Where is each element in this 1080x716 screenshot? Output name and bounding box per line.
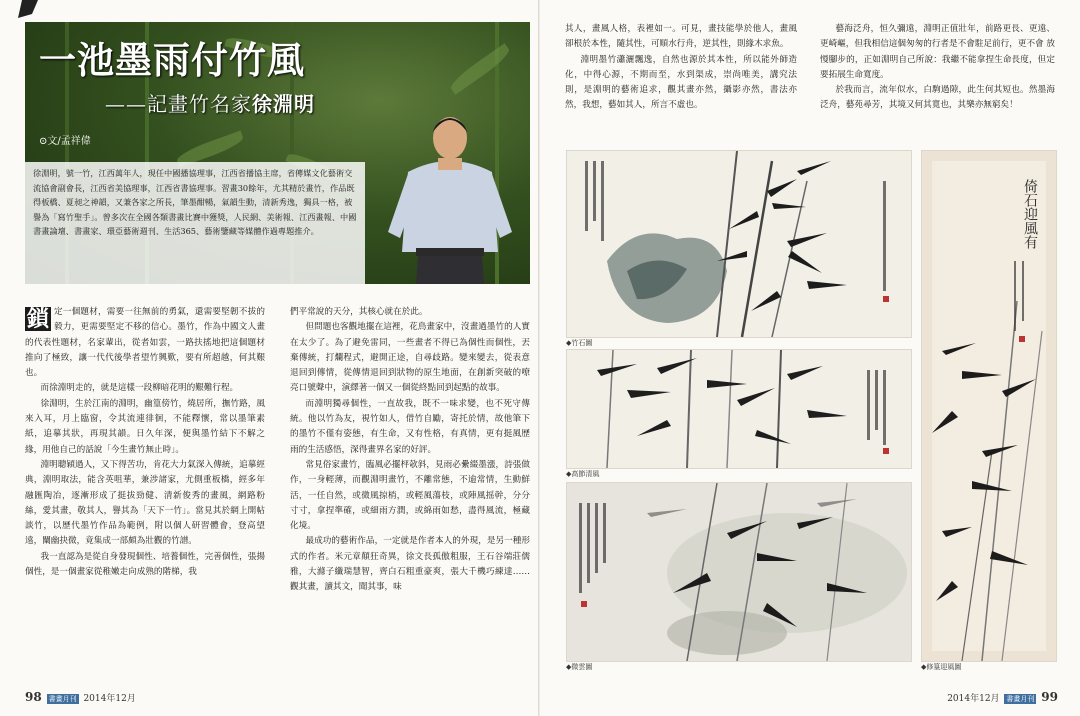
caption-text: 微雲圖: [571, 663, 593, 671]
paragraph: 淵明墨竹瀟灑飄逸，自然也源於其本性，所以能外師造化，中得心源，不期而至，水到渠成，崇尚唯美，講究法則，是淵明的藝術追求，觀其畫亦然，攝影亦然，書法亦然，我想，藝如其人，所言不虛也。: [565, 54, 797, 111]
caption-text: 修篁迎風圖: [926, 663, 962, 671]
caption-text: 高節清風: [571, 470, 600, 478]
paragraph: 淵明聰穎過人，又下得苦功，肯花大力氣深入傳統，追摹經典，淵明取法，能含英咀華，兼涉諸家，尤側重板橋，經多年融匯陶冶，逐漸形成了挺拔勁健、清新俊秀的畫風，網路粉絲，愛其畫，敬其人，譽其為「天下一竹」。當見其於網上開帖談竹，以歷代墨竹作品為範例，附以個人研習體會，登高望遠，闡幽抉微，竟集成一部頗為壯觀的竹譜。: [25, 459, 265, 547]
paragraph: 其人，畫風人格，表裡如一。可見，畫技能學於他人，畫風卻根於本性，隨其性，可順水行舟，逆其性，則緣木求魚。: [565, 24, 797, 50]
issue-date: 2014年12月: [83, 694, 136, 704]
paragraph: 而淵明獨尋個性，一直故我，既不一味求變，也不死守傳統。他以竹為友，視竹如人，借竹自勵，寄托於情，故他筆下的墨竹不僅有姿態，有生命，又有性格，有真情，更有挺風歷雨的生活感悟，深得畫界名家的好評。: [290, 398, 530, 455]
paragraph-text: 定一個題材，需要一往無前的勇氣，還需要堅韌不拔的毅力，更需要堅定不移的信心。墨竹，作為中國文人畫的代表性題材，名家輩出，從者如雲，一路扶搖地把這個題材推向了極致，讓一代代後學者望竹興歎，要有所超越，何其艱也。: [25, 307, 265, 379]
page-corner-mark: [0, 0, 60, 20]
drop-cap: 鎖: [27, 306, 50, 332]
magazine-name: 書畫月刊: [1006, 695, 1035, 703]
paragraph: 徐淵明，生於江南的淵明，幽篁傍竹，燒居所，撫竹路，風來入耳，月上臨窗，令其流連徘徊，不能釋懷，常以墨筆素紙，追摹其狀，再現其韻。日久年深，便與墨竹結下不解之緣，用他自己的話說「今生畫竹無止時」。: [25, 398, 265, 455]
caption: ◆修篁迎風圖: [921, 663, 962, 671]
caption: ◆竹石圖: [566, 339, 593, 347]
paragraph: 但問題也客觀地擺在這裡，花鳥畫家中，沒畫過墨竹的人實在太少了。為了避免雷同，一些畫者不得已為個性而個性，丟棄傳統，打爛程式，避開正途，自尋歧路。變來變去，從表意退回到傳情，從傳情退回到狀物的原生地面，在創新突破的嘹亮口號聲中，演繹著一個又一個從終點回到起點的故事。: [290, 322, 530, 394]
intro-text: 徐淵明，號一竹，江西萬年人，現任中國播協理事，江西省播協主席，省傳媒文化藝術交流協會副會長，江西省美協理事，江西省書協理事。習畫30餘年，尤其精於畫竹，作品既得板橋、夏昶之神韻，又兼各家之所長，筆墨酣暢，氣韻生動，清新秀逸，獨具一格，被譽為「寫竹聖手」。曾多次在全國各類書畫比賽中獲獎，人民網、美術報、江西畫報、中國書畫論壇、書畫家、環亞藝術週刊、生活365、藝術鑒藏等媒體作過專題推介。: [33, 168, 357, 236]
left-column-1: [25, 305, 265, 580]
paragraph: 而徐淵明走的，就是這樣一段柳暗花明的艱難行程。: [40, 383, 239, 394]
left-column-2: [290, 305, 530, 596]
paragraph: 我一直認為是從自身發現個性、培養個性，完善個性，張揚個性，是一個畫家從稚嫩走向成熟的階梯，我: [25, 551, 265, 578]
paragraph: 於我而言，流年似水，白駒過隙，此生何其短也。然墨海泛舟，藝苑尋芳，其境又何其寬也，其樂亦無窮矣！: [820, 85, 1055, 111]
paragraph: 藝海泛舟，恒久彌遠，淵明正值壯年，前路更長、更遠、更崎嶇，但我相信這個匆匆的行者是不會駐足前行，更不會 放慢腳步的，正如淵明自己所說：我繼不能拿捏生命長度，但定要拓展生命寬度。: [820, 24, 1055, 80]
page-number: 98: [25, 690, 42, 704]
page-folio-left: [25, 690, 136, 704]
subtitle-prefix: ——記畫竹名家: [105, 92, 252, 116]
article-title: 一池墨雨付竹風: [39, 38, 305, 82]
issue-date: 2014年12月: [947, 694, 1000, 704]
caption: ◆微雲圖: [566, 663, 593, 671]
article-subtitle: [105, 88, 315, 117]
paragraph: [25, 305, 265, 381]
painting-high-wind: [566, 349, 912, 469]
page-number: 99: [1041, 690, 1058, 704]
magazine-name: 書畫月刊: [48, 695, 77, 703]
author-line: ⊙文/孟祥偉: [39, 136, 91, 147]
page-folio-right: [947, 690, 1058, 704]
right-column-1: [565, 22, 797, 114]
caption: ◆高節清風: [566, 470, 600, 478]
paragraph: 最成功的藝術作品，一定就是作者本人的外現，是另一種形式的作者。米元章顛狂奇異，徐文長孤傲粗服，王石谷端莊儒雅，大滌子纖瑞慧智，齊白石粗重豪爽，張大千機巧練達……觀其畫，讀其文，聞其事，味: [290, 536, 530, 593]
painting-bamboo-scroll: [921, 150, 1057, 662]
portrait-photo: [380, 102, 520, 284]
scroll-title: 倚石迎風有: [1022, 179, 1038, 249]
caption-text: 竹石圖: [571, 339, 593, 347]
intro-box: [25, 162, 365, 284]
paragraph: 們平常說的天分，其核心就在於此。: [290, 307, 428, 317]
right-column-2: [820, 22, 1055, 114]
right-page: [540, 0, 1080, 716]
paragraph: 常見俗家畫竹，臨風必擺枰欹斜，見雨必纍綴墨漲，詩張做作，一身輕薄，而觀淵明畫竹，不離常態，不逾常情，生動鮮活，一任自然，或微風掠梢，或輕風蕩枝，或陣風摇幹，分分寸寸，拿捏準確，或細雨方潤，或綿雨如愁，盡得風流，極藏化境。: [290, 459, 530, 532]
painting-bamboo-rock: [566, 150, 912, 338]
subtitle-name: 徐淵明: [252, 92, 315, 116]
painting-light-cloud: [566, 482, 912, 662]
